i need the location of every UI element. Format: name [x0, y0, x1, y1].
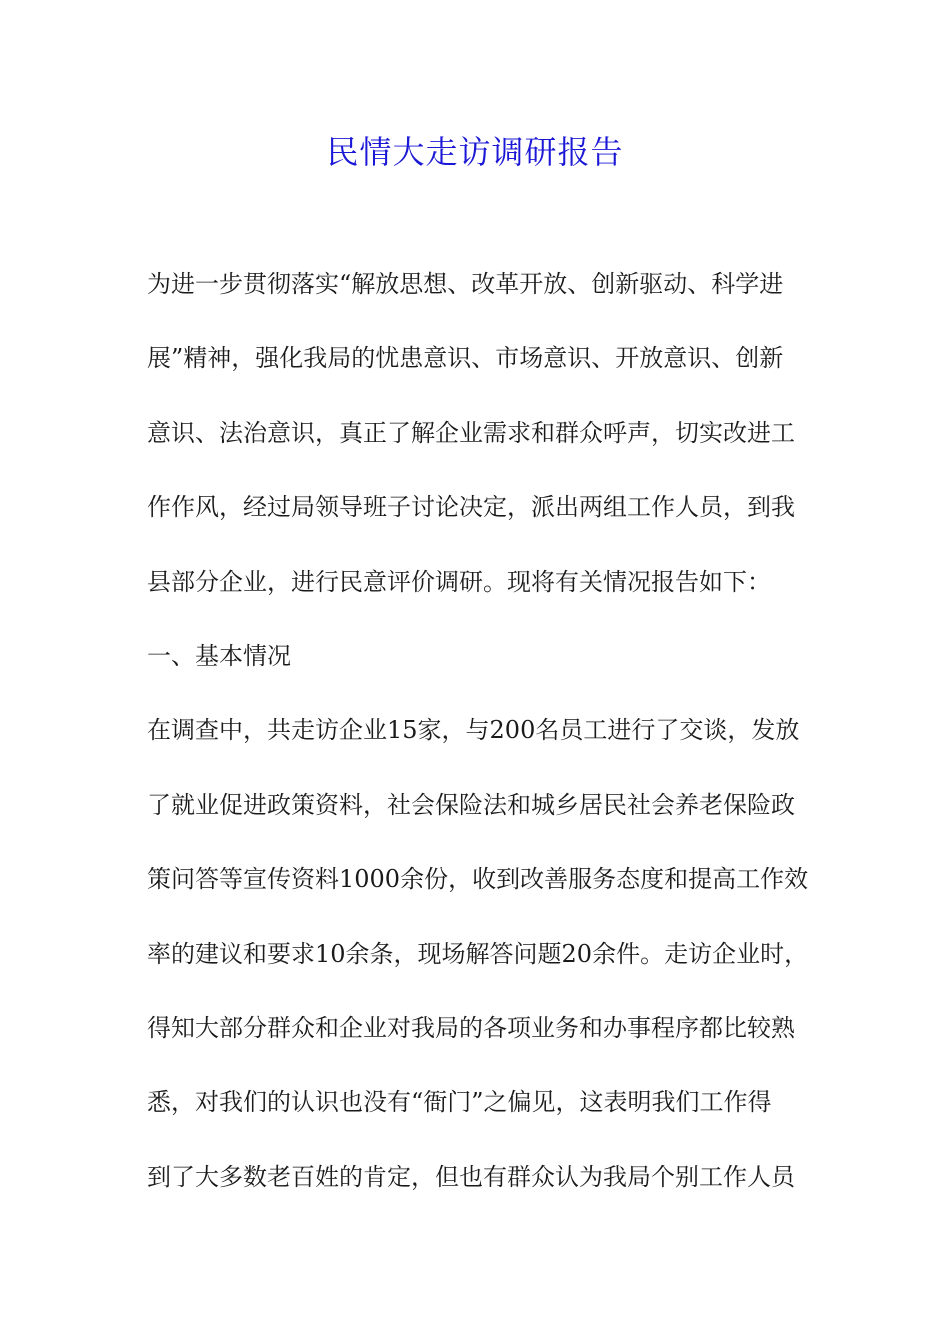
body-line: 得知大部分群众和企业对我局的各项业务和办事程序都比较熟 [147, 1013, 795, 1042]
document-title: 民情大走访调研报告 [326, 133, 624, 171]
document-body [147, 262, 837, 1229]
body-line: 作作风，经过局领导班子讨论决定，派出两组工作人员，到我 [147, 493, 795, 522]
body-line: 到了大多数老百姓的肯定，但也有群众认为我局个别工作人员 [147, 1162, 795, 1191]
body-line: 悉，对我们的认识也没有“衙门”之偏见，这表明我们工作得 [147, 1088, 772, 1117]
body-line: 县部分企业，进行民意评价调研。现将有关情况报告如下： [147, 567, 771, 596]
body-line: 策问答等宣传资料1000余份，收到改善服务态度和提高工作效 [147, 865, 809, 894]
body-line: 意识、法治意识，真正了解企业需求和群众呼声，切实改进工 [147, 418, 795, 447]
body-line: 在调查中，共走访企业15家，与200名员工进行了交谈，发放 [147, 716, 800, 745]
section-heading: 一、基本情况 [147, 641, 291, 670]
body-line: 了就业促进政策资料，社会保险法和城乡居民社会养老保险政 [147, 790, 795, 819]
body-line: 率的建议和要求10余条，现场解答问题20余件。走访企业时， [147, 939, 809, 968]
body-line: 展”精神，强化我局的忧患意识、市场意识、开放意识、创新 [147, 344, 784, 373]
body-line: 为进一步贯彻落实“解放思想、改革开放、创新驱动、科学进 [147, 270, 784, 298]
